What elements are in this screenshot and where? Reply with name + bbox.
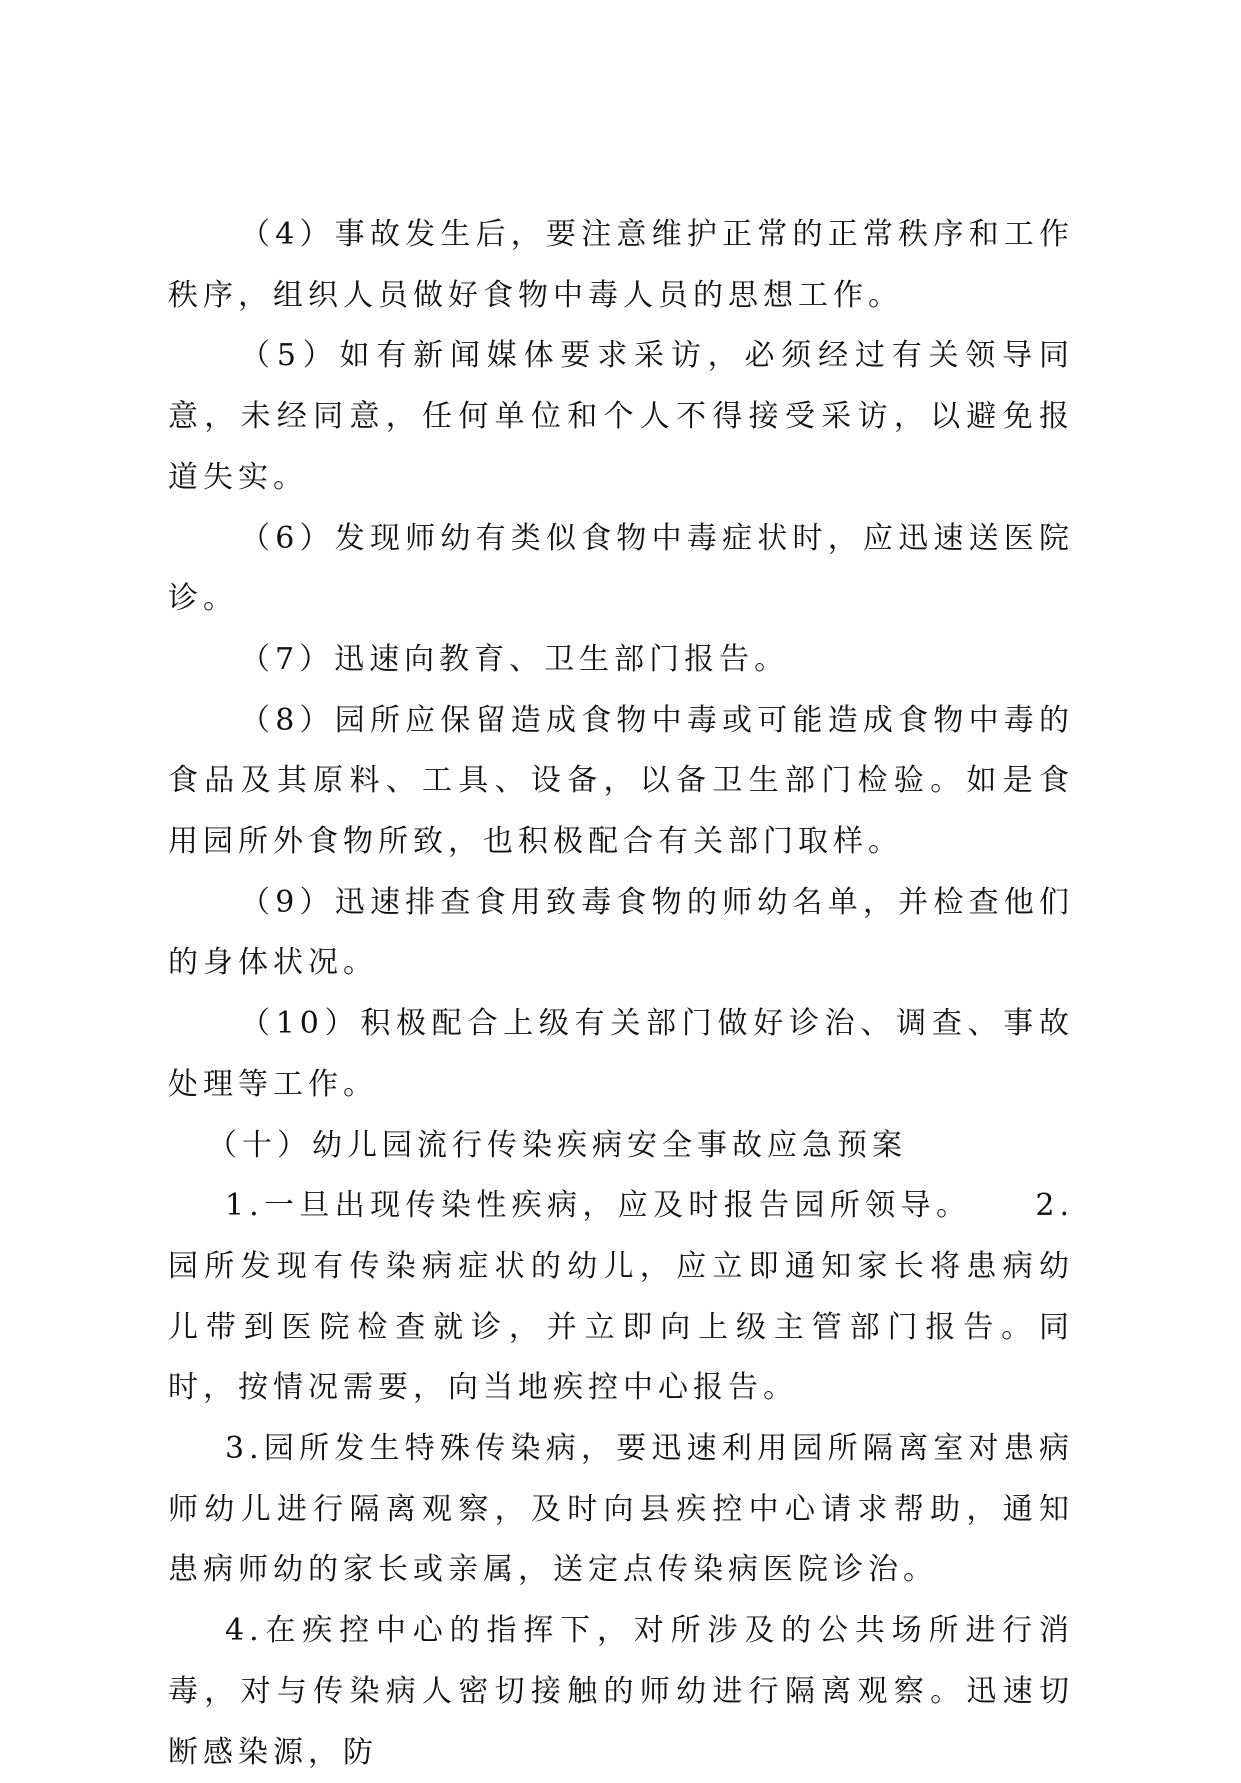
section-heading: （十）幼儿园流行传染疾病安全事故应急预案 (207, 1127, 907, 1163)
paragraph-8: （8）园所应保留造成食物中毒或可能造成食物中毒的食品及其原料、工具、设备，以备卫生部门检验。如是食用园所外食物所致，也积极配合有关部门取样。 (168, 702, 1074, 860)
paragraph-10: （10）积极配合上级有关部门做好诊治、调查、事故处理等工作。 (168, 1006, 1074, 1102)
paragraph-9: （9）迅速排查食用致毒食物的师幼名单，并检查他们的身体状况。 (168, 884, 1074, 981)
paragraph-5: （5）如有新闻媒体要求采访，必须经过有关领导同意，未经同意，任何单位和个人不得接受采访，以避免报道失实。 (168, 338, 1074, 495)
numbered-paragraph-3: 3.园所发生特殊传染病，要迅速利用园所隔离室对患病师幼儿进行隔离观察，及时向县疾控中心请求帮助，通知患病师幼的家长或亲属，送定点传染病医院诊治。 (168, 1431, 1074, 1588)
document-body (168, 205, 1074, 1783)
item-1-text: 1.一旦出现传染性疾病，应及时报告园所领导。 (225, 1188, 972, 1224)
item-2-text: 2.园所发现有传染病症状的幼儿，应立即通知家长将患病幼儿带到医院检查就诊，并立即向上级主管部门报告。同时，按情况需要，向当地疾控中心报告。 (168, 1188, 1074, 1406)
numbered-paragraph-4: 4.在疾控中心的指挥下，对所涉及的公共场所进行消毒，对与传染病人密切接触的师幼进行隔离观察。迅速切断感染源，防 (168, 1613, 1074, 1770)
paragraph-7: （7）迅速向教育、卫生部门报告。 (240, 641, 790, 677)
paragraph-6: （6）发现师幼有类似食物中毒症状时，应迅速送医院诊。 (168, 520, 1074, 617)
numbered-paragraph-1-2 (168, 1176, 1074, 1419)
paragraph-4: （4）事故发生后，要注意维护正常的正常秩序和工作秩序，组织人员做好食物中毒人员的思想工作。 (168, 217, 1074, 313)
